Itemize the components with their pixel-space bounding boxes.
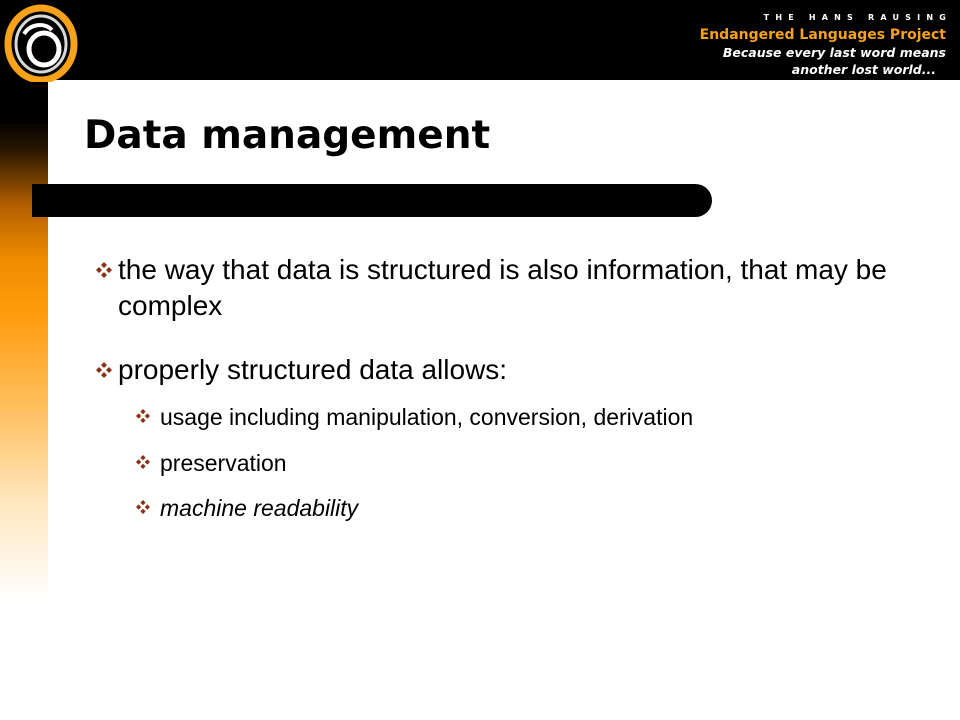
slide-title: Data management bbox=[84, 113, 491, 158]
organization-title: Endangered Languages Project bbox=[699, 27, 946, 43]
diamond-bullet-icon bbox=[96, 362, 112, 378]
organization-header bbox=[646, 12, 952, 78]
organization-tagline-line1: Because every last word means bbox=[722, 45, 946, 60]
bullet-text: preservation bbox=[160, 450, 287, 476]
bullet-item bbox=[136, 402, 950, 432]
content-area bbox=[48, 80, 960, 720]
bullet-item bbox=[136, 448, 950, 478]
title-underline-bar bbox=[32, 184, 712, 217]
bullet-text: machine readability bbox=[160, 495, 359, 521]
title-underline-bar-tail bbox=[676, 200, 694, 217]
bullet-text: usage including manipulation, conversion, derivation bbox=[160, 404, 694, 430]
diamond-bullet-icon bbox=[96, 262, 112, 278]
organization-sponsor: THE HANS RAUSING bbox=[763, 13, 952, 22]
diamond-bullet-icon bbox=[136, 409, 150, 423]
bullet-item bbox=[96, 252, 960, 324]
side-gradient-band bbox=[0, 0, 48, 720]
organization-tagline-line2: another lost world... bbox=[791, 62, 936, 77]
bullet-text: properly structured data allows: bbox=[118, 354, 508, 385]
diamond-bullet-icon bbox=[136, 500, 150, 514]
bullet-text: the way that data is structured is also information, that may be complex bbox=[118, 254, 887, 321]
bullet-item bbox=[136, 493, 950, 523]
bullet-item bbox=[96, 352, 960, 388]
diamond-bullet-icon bbox=[136, 455, 150, 469]
project-logo bbox=[0, 2, 82, 82]
